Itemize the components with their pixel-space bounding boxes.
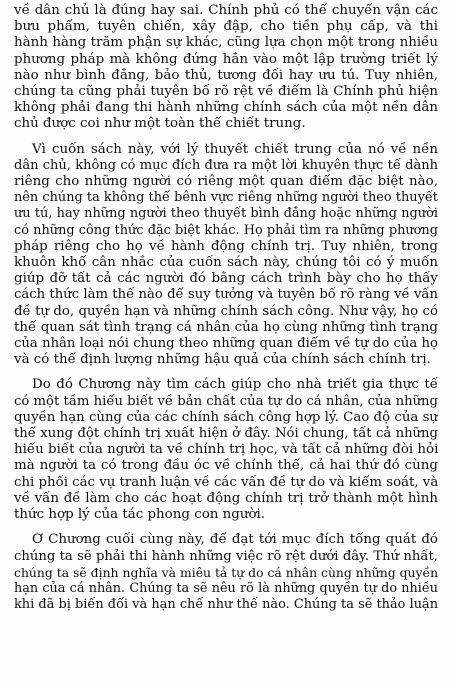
text-line: dân chủ, không có mục đích đưa ra một lời khuyên thực tế dành (14, 157, 438, 173)
text-line: Ở Chương cuối cùng này, để đạt tới mục đích tổng quát đó (32, 532, 438, 548)
text-line: về dân chủ là đúng hay sai. Chính phủ có thể chuyển vận các (14, 3, 438, 18)
text-line: pháp riêng cho họ về hành động chính trị. Tuy nhiên, trong (14, 238, 438, 254)
text-line: cách thức làm thế nào để suy tưởng và tuyên bố rõ ràng về vấn (14, 287, 438, 303)
text-line: thức hợp lý của tác phong con người. (14, 507, 266, 523)
text-line: chúng ta cũng phải tuyên bố rõ rệt về điểm là Chính phủ hiện (14, 84, 438, 100)
text-line: hạn của cá nhân. Chúng ta sẽ nêu rõ là những quyền tự do nhiều (14, 580, 438, 596)
text-line: có những công thức đặc biệt khác. Họ phải tìm ra những phương (14, 222, 438, 238)
text-line: đề tự do, quyền hạn và những chính sách công. Như vậy, họ có (14, 303, 438, 319)
text-line: chúng ta sẽ phải thi hành những việc rõ rệt dưới đây. Thứ nhất, (14, 548, 438, 564)
text-line: hiểu biết của người ta về chính trị học, và tất cả những đòi hỏi (14, 442, 438, 458)
text-line: chi phối các vụ tranh luận về các vấn đề tự do và kiểm soát, và (14, 474, 438, 490)
text-line: ưu tú, hay những người theo thuyết bình đẳng hoặc những người (14, 206, 438, 222)
text-line: thể xung đột chính trị xuất hiện ở đây. Nói chung, tất cả những (14, 426, 438, 442)
text-line: hành hàng trăm phận sự khác, cũng lựa chọn một trong nhiều (14, 35, 438, 51)
text-line: về vấn đề làm cho các hoạt động chính trị trở thành một hình (14, 490, 438, 506)
text-line: khuôn khổ cân nhắc của cuốn sách này, chúng tôi có ý muốn (14, 255, 438, 271)
text-line: Do đó Chương này tìm cách giúp cho nhà triết gia thực tế (32, 377, 438, 393)
paragraph-1 (14, 3, 438, 133)
text-line: quyền hạn cùng của các chính sách công hợp lý. Cao độ của sự (14, 409, 438, 425)
text-line: nào như bình đẳng, bảo thủ, tương đối hay ưu tú. Tuy nhiên, (14, 67, 438, 83)
text-line: phương pháp mà không đứng hẳn vào một lập trường triết lý (14, 51, 438, 67)
text-line: nên chúng ta không thể bênh vực riêng những người theo thuyết (14, 190, 438, 206)
text-line: mà người ta có trong đầu óc về chính thể, cả hai thứ đó cùng (14, 458, 438, 474)
text-line: của nhân loại nói chung theo những quan điểm về tự do của họ (14, 336, 438, 352)
text-line: và có thể định lượng những hậu quả của chính sách chính trị. (14, 352, 431, 368)
paragraph-3 (14, 377, 438, 523)
text-line: riêng cho những người có riêng một quan điểm đặc biệt nào, (14, 174, 438, 190)
text-line: chúng ta sẽ định nghĩa và miêu tả tự do cá nhân cùng những quyền (14, 564, 438, 580)
paragraph-2 (14, 142, 438, 369)
text-line: chủ được coi như một toàn thể chiết trung. (14, 116, 306, 132)
text-line: khi đã bị biến đổi và hạn chế như thế nào. Chúng ta sẽ thảo luận (14, 597, 438, 613)
text-line: thể quan sát tình trạng cá nhân của họ cùng những tình trạng (14, 319, 438, 335)
text-line: không phải đang thi hành những chính sách của một nền dân (14, 100, 438, 116)
text-line: có một tầm hiểu biết về bản chất của tự do cá nhân, của những (14, 393, 438, 409)
text-line: giúp đỡ tất cả các người đó bằng cách trình bày cho họ thấy (14, 271, 438, 287)
paragraph-4 (14, 532, 438, 613)
text-line: Vì cuốn sách này, với lý thuyết chiết trung của nó về nền (32, 141, 438, 157)
text-line: bưu phẩm, tuyên chiến, xây đập, cho tiền phụ cấp, và thi (14, 19, 438, 35)
